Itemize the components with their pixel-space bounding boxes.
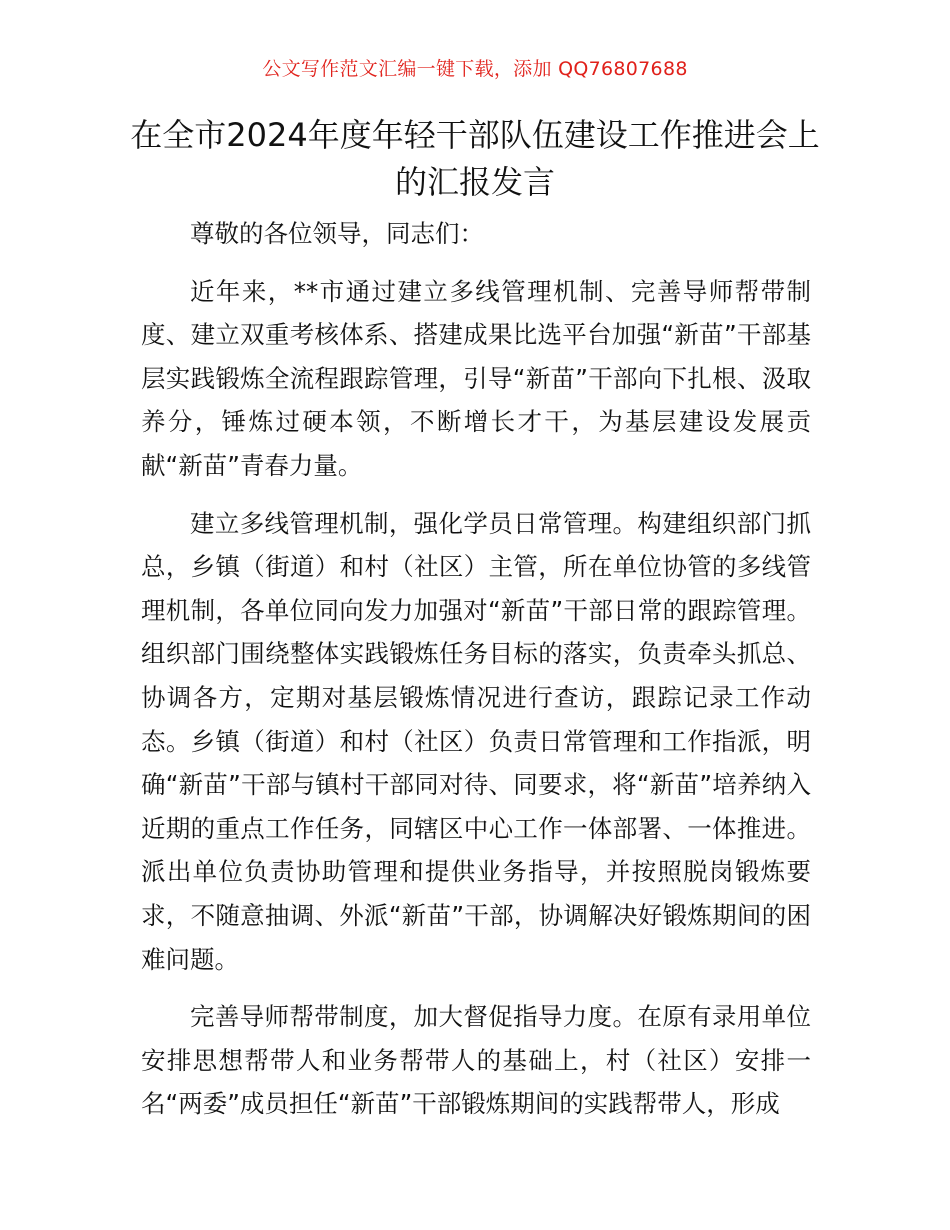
paragraph-mentorship: 完善导师帮带制度，加大督促指导力度。在原有录用单位安排思想帮带人和业务帮带人的基础上，村（社区）安排一名“两委”成员担任“新苗”干部锻炼期间的实践帮带人，形成: [141, 1002, 811, 1119]
watermark-header: 公文写作范文汇编一键下载，添加 QQ76807688: [262, 58, 688, 80]
paragraph-intro: 近年来，**市通过建立多线管理机制、完善导师帮带制度、建立双重考核体系、搭建成果比选平台加强“新苗”干部基层实践锻炼全流程跟踪管理，引导“新苗”干部向下扎根、汲取养分，锤炼过硬本领，不断增长才干，为基层建设发展贡献“新苗”青春力量。: [141, 276, 811, 480]
greeting: 尊敬的各位领导，同志们：: [190, 219, 484, 248]
document-body: [141, 212, 811, 1140]
paragraph-management: 建立多线管理机制，强化学员日常管理。构建组织部门抓总，乡镇（街道）和村（社区）主管，所在单位协管的多线管理机制，各单位同向发力加强对“新苗”干部日常的跟踪管理。组织部门围绕整体实践锻炼任务目标的落实，负责牵头抓总、协调各方，定期对基层锻炼情况进行查访，跟踪记录工作动态。乡镇（街道）和村（社区）负责日常管理和工作指派，明确“新苗”干部与镇村干部同对待、同要求，将“新苗”培养纳入近期的重点工作任务，同辖区中心工作一体部署、一体推进。派出单位负责协助管理和提供业务指导，并按照脱岗锻炼要求，不随意抽调、外派“新苗”干部，协调解决好锻炼期间的困难问题。: [141, 508, 811, 974]
document-title: 在全市2024年度年轻干部队伍建设工作推进会上的汇报发言: [130, 116, 820, 201]
